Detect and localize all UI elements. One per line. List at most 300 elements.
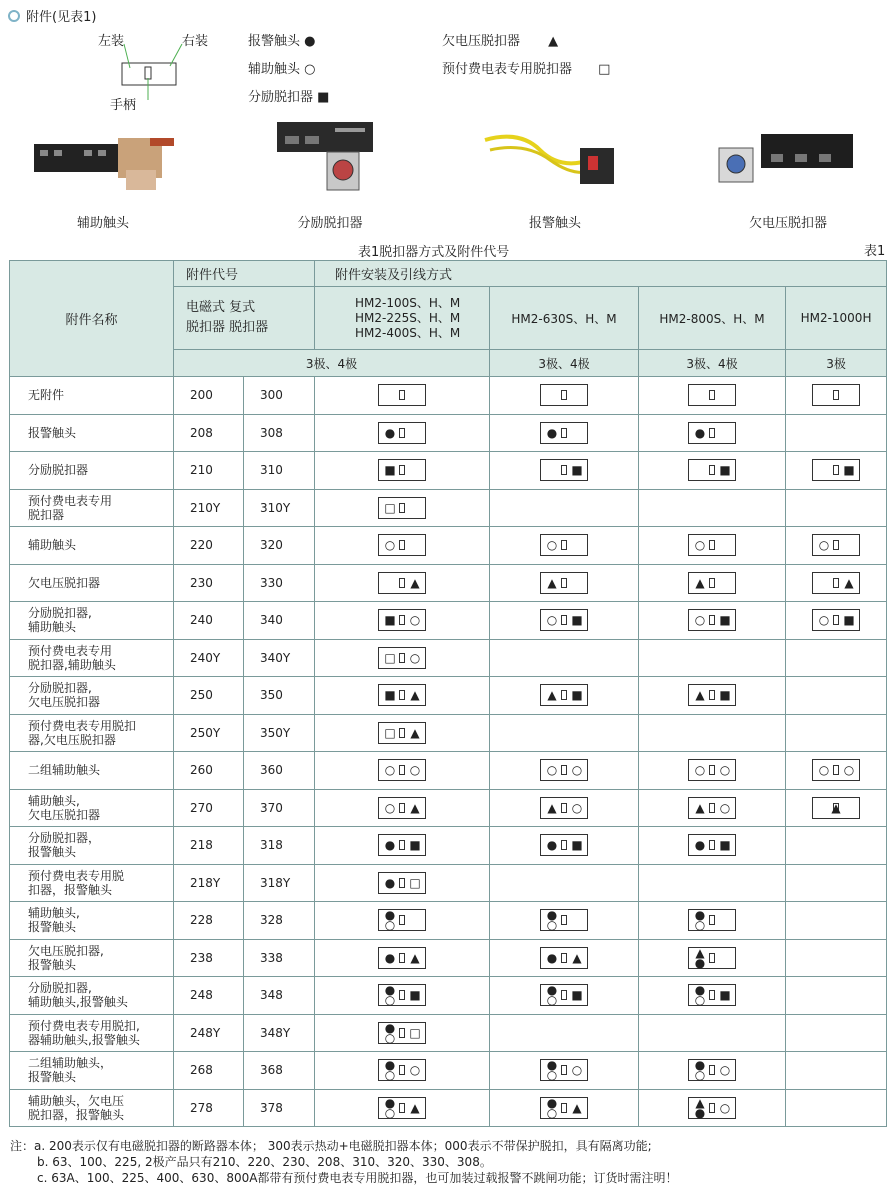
handle-icon <box>709 803 715 813</box>
diagram-cell <box>315 452 490 490</box>
wiring-diagram <box>688 572 736 594</box>
handle-icon <box>399 428 405 438</box>
legend-shunt <box>248 86 329 105</box>
legend-label: 预付费电表专用脱扣器 <box>442 62 573 77</box>
code-electromagnetic: 210 <box>174 452 244 490</box>
open-square-icon: □ <box>384 725 396 740</box>
filled-triangle-icon: ▲ <box>695 1095 705 1110</box>
diagram-cell <box>786 1052 887 1090</box>
open-circle-icon: ○ <box>384 1068 396 1083</box>
attachment-name: 分励脱扣器， 报警触头 <box>10 827 174 865</box>
wiring-diagram <box>540 684 588 706</box>
legend-aux <box>248 58 316 77</box>
diagram-cell <box>639 789 786 827</box>
diagram-cell <box>315 789 490 827</box>
legend-label: 分励脱扣器 <box>248 90 314 105</box>
wiring-diagram <box>812 384 860 406</box>
code-electromagnetic: 208 <box>174 414 244 452</box>
section-bullet-icon <box>8 10 20 22</box>
diagram-cell <box>639 1052 786 1090</box>
wiring-diagram <box>812 609 860 631</box>
code-electromagnetic: 240Y <box>174 639 244 677</box>
open-circle-icon: ○ <box>409 613 421 628</box>
code-compound: 340Y <box>244 639 315 677</box>
code-compound: 350Y <box>244 714 315 752</box>
filled-circle-icon: ● <box>546 1058 558 1073</box>
open-circle-icon: ○ <box>384 993 396 1008</box>
table-row <box>10 1052 887 1090</box>
wiring-diagram <box>812 459 860 481</box>
diagram-cell <box>639 752 786 790</box>
wiring-diagram <box>540 834 588 856</box>
diagram-cell <box>786 452 887 490</box>
diagram-cell <box>786 677 887 715</box>
diagram-cell <box>639 489 786 527</box>
diagram-cell <box>315 639 490 677</box>
diagram-cell <box>315 1014 490 1052</box>
handle-icon <box>561 615 567 625</box>
wiring-diagram <box>378 834 426 856</box>
wiring-diagram <box>378 497 426 519</box>
open-circle-icon: ○ <box>384 800 396 815</box>
table-row <box>10 414 887 452</box>
diagram-cell <box>315 527 490 565</box>
diagram-cell <box>490 977 639 1015</box>
wiring-diagram <box>540 1059 588 1081</box>
filled-circle-icon: ● <box>384 983 396 998</box>
filled-square-icon: ■ <box>719 838 731 853</box>
open-circle-icon: ○ <box>719 763 731 778</box>
filled-square-icon: ■ <box>719 463 731 478</box>
code-electromagnetic: 218 <box>174 827 244 865</box>
code-electromagnetic: 270 <box>174 789 244 827</box>
handle-icon <box>709 1065 715 1075</box>
footnotes <box>10 1138 677 1186</box>
code-electromagnetic: 260 <box>174 752 244 790</box>
legend-undervoltage <box>442 30 558 49</box>
sketch-right-label: 右装 <box>182 34 209 49</box>
code-compound: 330 <box>244 564 315 602</box>
wiring-diagram <box>540 459 588 481</box>
sketch-left-label: 左装 <box>98 34 125 49</box>
attachment-name: 预付费电表专用脱 扣器，报警触头 <box>10 864 174 902</box>
diagram-cell <box>639 602 786 640</box>
filled-triangle-icon: ▲ <box>548 34 559 49</box>
wiring-diagram <box>688 684 736 706</box>
code-electromagnetic: 268 <box>174 1052 244 1090</box>
filled-square-icon: ■ <box>719 613 731 628</box>
wiring-diagram <box>540 909 588 931</box>
filled-square-icon: ■ <box>409 988 421 1003</box>
diagram-cell <box>786 639 887 677</box>
open-circle-icon: ○ <box>384 1030 396 1045</box>
header-models-100-400 <box>315 287 490 350</box>
wiring-diagram <box>540 384 588 406</box>
filled-square-icon: ■ <box>571 988 583 1003</box>
code-electromagnetic: 228 <box>174 902 244 940</box>
diagram-cell <box>639 414 786 452</box>
wiring-diagram <box>540 984 588 1006</box>
open-circle-icon: ○ <box>546 1105 558 1120</box>
handle-icon <box>709 428 715 438</box>
wiring-diagram <box>378 647 426 669</box>
open-circle-icon: ○ <box>719 1063 731 1078</box>
diagram-cell <box>315 752 490 790</box>
filled-triangle-icon: ▲ <box>695 575 705 590</box>
handle-icon <box>833 765 839 775</box>
filled-triangle-icon: ▲ <box>547 575 557 590</box>
open-circle-icon: ○ <box>694 613 706 628</box>
header-poles-2: 3极、4极 <box>490 350 639 377</box>
diagram-cell <box>786 527 887 565</box>
filled-square-icon: ■ <box>719 688 731 703</box>
diagram-cell <box>490 677 639 715</box>
diagram-cell <box>315 377 490 415</box>
code-compound: 350 <box>244 677 315 715</box>
open-circle-icon: ○ <box>409 650 421 665</box>
model-100: HM2-100S、H、M <box>355 295 461 310</box>
handle-icon <box>399 1103 405 1113</box>
filled-triangle-icon: ▲ <box>410 800 420 815</box>
attachment-name: 欠电压脱扣器 <box>10 564 174 602</box>
diagram-cell <box>490 564 639 602</box>
code-compound: 318 <box>244 827 315 865</box>
filled-triangle-icon: ▲ <box>410 575 420 590</box>
handle-icon <box>561 428 567 438</box>
code-electromagnetic: 210Y <box>174 489 244 527</box>
open-circle-icon: ○ <box>384 1105 396 1120</box>
diagram-cell <box>315 414 490 452</box>
handle-icon <box>833 540 839 550</box>
legend-label: 欠电压脱扣器 <box>442 34 521 49</box>
code-electromagnetic: 248Y <box>174 1014 244 1052</box>
handle-icon <box>399 878 405 888</box>
wiring-diagram <box>540 797 588 819</box>
handle-icon <box>561 540 567 550</box>
code-compound: 368 <box>244 1052 315 1090</box>
open-circle-icon: ○ <box>384 918 396 933</box>
header-poles-1: 3极、4极 <box>174 350 490 377</box>
diagram-cell <box>786 1014 887 1052</box>
diagram-cell <box>490 639 639 677</box>
diagram-cell <box>315 977 490 1015</box>
filled-circle-icon: ● <box>694 1058 706 1073</box>
wiring-diagram <box>378 684 426 706</box>
header-install: 附件安装及引线方式 <box>315 261 887 287</box>
wiring-diagram <box>812 534 860 556</box>
table-row <box>10 489 887 527</box>
table-tag: 表1 <box>864 244 886 259</box>
diagram-cell <box>639 677 786 715</box>
handle-icon <box>561 765 567 775</box>
attachment-name: 分励脱扣器, 辅助触头 <box>10 602 174 640</box>
header-release-type-line2: 脱扣器 脱扣器 <box>186 320 269 335</box>
attachment-name: 分励脱扣器 <box>10 452 174 490</box>
filled-circle-icon: ● <box>694 425 706 440</box>
filled-square-icon: ■ <box>571 838 583 853</box>
diagram-cell <box>490 1052 639 1090</box>
diagram-cell <box>490 414 639 452</box>
diagram-cell <box>315 864 490 902</box>
code-compound: 300 <box>244 377 315 415</box>
diagram-cell <box>639 377 786 415</box>
wiring-diagram <box>688 909 736 931</box>
open-circle-icon: ○ <box>546 613 558 628</box>
handle-icon <box>561 1103 567 1113</box>
table-row <box>10 977 887 1015</box>
open-circle-icon: ○ <box>571 763 583 778</box>
filled-circle-icon: ● <box>384 425 396 440</box>
filled-square-icon: ■ <box>571 463 583 478</box>
wiring-diagram <box>378 984 426 1006</box>
diagram-cell <box>490 1014 639 1052</box>
table-row <box>10 752 887 790</box>
open-circle-icon: ○ <box>546 918 558 933</box>
diagram-cell <box>639 452 786 490</box>
diagram-cell <box>490 377 639 415</box>
diagram-cell <box>786 827 887 865</box>
table-row <box>10 602 887 640</box>
handle-icon <box>399 503 405 513</box>
code-electromagnetic: 238 <box>174 939 244 977</box>
diagram-cell <box>490 864 639 902</box>
note-c: c. 63A、100、225、400、630、800A都带有预付费电表专用脱扣器，也可加装过载报警不跳闸功能；订货时需注明！ <box>37 1171 678 1185</box>
handle-icon <box>561 1065 567 1075</box>
open-circle-icon: ○ <box>546 993 558 1008</box>
handle-icon <box>561 953 567 963</box>
diagram-cell <box>315 1052 490 1090</box>
handle-icon <box>709 690 715 700</box>
attachment-name: 辅助触头, 欠电压脱扣器 <box>10 789 174 827</box>
open-circle-icon: ○ <box>546 1068 558 1083</box>
wiring-diagram <box>688 984 736 1006</box>
filled-circle-icon: ● <box>304 34 316 49</box>
wiring-diagram <box>540 534 588 556</box>
wiring-diagram <box>688 1059 736 1081</box>
table-row <box>10 564 887 602</box>
filled-triangle-icon: ▲ <box>695 945 705 960</box>
diagram-cell <box>315 902 490 940</box>
handle-icon <box>709 465 715 475</box>
legend-alarm <box>248 30 316 49</box>
handle-icon <box>833 390 839 400</box>
wiring-diagram <box>540 572 588 594</box>
diagram-cell <box>786 489 887 527</box>
attachment-name: 预付费电表专用脱扣, 器辅助触头,报警触头 <box>10 1014 174 1052</box>
table-row <box>10 377 887 415</box>
diagram-cell <box>315 939 490 977</box>
handle-icon <box>709 615 715 625</box>
diagram-cell <box>490 527 639 565</box>
diagram-cell <box>639 1089 786 1127</box>
attachment-name: 辅助触头, 报警触头 <box>10 902 174 940</box>
diagram-cell <box>315 714 490 752</box>
open-circle-icon: ○ <box>818 613 830 628</box>
filled-circle-icon: ● <box>546 1095 558 1110</box>
diagram-cell <box>786 752 887 790</box>
open-circle-icon: ○ <box>719 800 731 815</box>
diagram-cell <box>639 527 786 565</box>
open-circle-icon: ○ <box>571 1063 583 1078</box>
open-square-icon: □ <box>409 875 421 890</box>
filled-triangle-icon: ▲ <box>410 725 420 740</box>
wiring-diagram <box>812 572 860 594</box>
table-row <box>10 789 887 827</box>
handle-icon <box>561 915 567 925</box>
wiring-diagram <box>378 722 426 744</box>
handle-icon <box>399 765 405 775</box>
filled-square-icon: ■ <box>571 688 583 703</box>
filled-circle-icon: ● <box>384 1058 396 1073</box>
handle-icon <box>709 540 715 550</box>
diagram-cell <box>315 564 490 602</box>
filled-triangle-icon: ▲ <box>547 800 557 815</box>
filled-triangle-icon: ▲ <box>831 800 841 815</box>
code-compound: 320 <box>244 527 315 565</box>
open-circle-icon: ○ <box>409 1063 421 1078</box>
open-circle-icon: ○ <box>719 1100 731 1115</box>
code-electromagnetic: 248 <box>174 977 244 1015</box>
wiring-diagram <box>688 834 736 856</box>
caption-alarm-contact: 报警触头 <box>528 216 581 231</box>
open-circle-icon: ○ <box>384 763 396 778</box>
code-compound: 318Y <box>244 864 315 902</box>
diagram-cell <box>786 564 887 602</box>
open-square-icon: □ <box>598 62 611 77</box>
header-model-1000: HM2-1000H <box>786 287 887 350</box>
filled-circle-icon: ● <box>546 425 558 440</box>
filled-circle-icon: ● <box>694 838 706 853</box>
wiring-diagram <box>540 609 588 631</box>
diagram-cell <box>786 902 887 940</box>
code-electromagnetic: 240 <box>174 602 244 640</box>
open-circle-icon: ○ <box>694 918 706 933</box>
wiring-diagram <box>688 797 736 819</box>
sketch-handle-label: 手柄 <box>110 98 137 113</box>
open-circle-icon: ○ <box>546 763 558 778</box>
attachment-name: 欠电压脱扣器, 报警触头 <box>10 939 174 977</box>
code-compound: 378 <box>244 1089 315 1127</box>
table-row <box>10 639 887 677</box>
attachment-name: 辅助触头 <box>10 527 174 565</box>
handle-icon <box>561 465 567 475</box>
header-attach-code: 附件代号 <box>174 261 315 287</box>
photo-shunt-release <box>275 118 385 198</box>
handle-icon <box>709 915 715 925</box>
diagram-cell <box>315 602 490 640</box>
note-a: 注：a. 200表示仅有电磁脱扣器的断路器本体； 300表示热动+电磁脱扣器本体；000表示不带保护脱扣，具有隔离功能; <box>10 1139 652 1153</box>
handle-icon <box>561 803 567 813</box>
open-circle-icon: ○ <box>546 538 558 553</box>
code-compound: 328 <box>244 902 315 940</box>
diagram-cell <box>639 864 786 902</box>
handle-icon <box>709 390 715 400</box>
handle-icon <box>709 990 715 1000</box>
attachment-name: 预付费电表专用 脱扣器,辅助触头 <box>10 639 174 677</box>
wiring-diagram <box>378 1097 426 1119</box>
open-square-icon: □ <box>384 650 396 665</box>
diagram-cell <box>786 414 887 452</box>
wiring-diagram <box>378 384 426 406</box>
header-poles-4: 3极 <box>786 350 887 377</box>
handle-icon <box>709 953 715 963</box>
wiring-diagram <box>378 572 426 594</box>
diagram-cell <box>315 1089 490 1127</box>
wiring-diagram <box>688 459 736 481</box>
code-compound: 308 <box>244 414 315 452</box>
caption-shunt-release: 分励脱扣器 <box>297 216 363 231</box>
wiring-diagram <box>378 759 426 781</box>
diagram-cell <box>490 939 639 977</box>
diagram-cell <box>639 564 786 602</box>
handle-icon <box>399 728 405 738</box>
diagram-cell <box>786 377 887 415</box>
code-electromagnetic: 230 <box>174 564 244 602</box>
table-row <box>10 902 887 940</box>
handle-icon <box>561 990 567 1000</box>
filled-triangle-icon: ▲ <box>572 950 582 965</box>
wiring-diagram <box>378 459 426 481</box>
diagram-cell <box>490 1089 639 1127</box>
diagram-cell <box>315 827 490 865</box>
filled-circle-icon: ● <box>384 875 396 890</box>
handle-icon <box>561 690 567 700</box>
legend-label: 报警触头 <box>248 34 301 49</box>
table-row <box>10 827 887 865</box>
table-row <box>10 939 887 977</box>
filled-triangle-icon: ▲ <box>410 950 420 965</box>
filled-circle-icon: ● <box>546 838 558 853</box>
attachment-table <box>9 260 887 1127</box>
code-compound: 310Y <box>244 489 315 527</box>
handle-icon <box>709 1103 715 1113</box>
filled-triangle-icon: ▲ <box>695 800 705 815</box>
filled-circle-icon: ● <box>384 908 396 923</box>
handle-icon <box>399 465 405 475</box>
wiring-diagram <box>688 422 736 444</box>
filled-circle-icon: ● <box>384 1095 396 1110</box>
attachment-name: 报警触头 <box>10 414 174 452</box>
table-row <box>10 864 887 902</box>
code-electromagnetic: 278 <box>174 1089 244 1127</box>
filled-triangle-icon: ▲ <box>572 1100 582 1115</box>
diagram-cell <box>315 489 490 527</box>
filled-circle-icon: ● <box>384 1020 396 1035</box>
code-compound: 370 <box>244 789 315 827</box>
code-electromagnetic: 218Y <box>174 864 244 902</box>
filled-circle-icon: ● <box>546 908 558 923</box>
filled-square-icon: ■ <box>719 988 731 1003</box>
diagram-cell <box>639 902 786 940</box>
table-row <box>10 1014 887 1052</box>
handle-icon <box>399 578 405 588</box>
diagram-cell <box>639 1014 786 1052</box>
handle-icon <box>709 765 715 775</box>
filled-triangle-icon: ▲ <box>547 688 557 703</box>
code-compound: 338 <box>244 939 315 977</box>
diagram-cell <box>490 602 639 640</box>
diagram-cell <box>639 639 786 677</box>
diagram-cell <box>786 939 887 977</box>
photo-aux-contact <box>30 130 180 200</box>
wiring-diagram <box>812 759 860 781</box>
header-release-type <box>174 287 315 350</box>
diagram-cell <box>315 677 490 715</box>
wiring-diagram <box>378 947 426 969</box>
open-circle-icon: ○ <box>818 763 830 778</box>
attachment-name: 无附件 <box>10 377 174 415</box>
filled-circle-icon: ● <box>694 1105 706 1120</box>
